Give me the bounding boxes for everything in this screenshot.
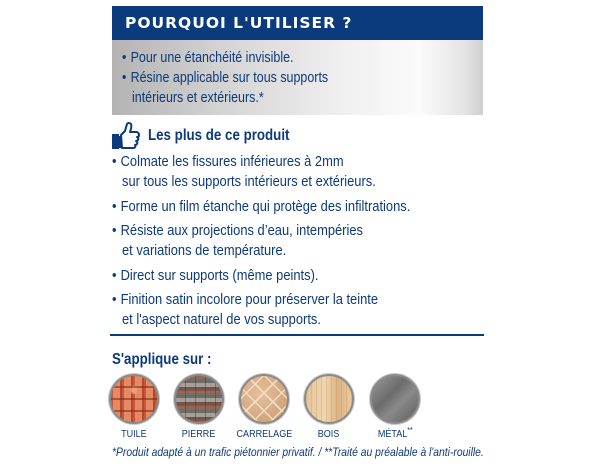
product-benefits-title: Les plus de ce produit	[148, 127, 290, 144]
benefit-text: Résiste aux projections d’eau, intempéries	[120, 222, 363, 239]
bullet: •	[112, 266, 117, 284]
benefit-item	[112, 290, 492, 330]
why-item-text: Résine applicable sur tous supports	[130, 70, 329, 86]
why-item-continuation	[122, 88, 483, 108]
why-use-box	[112, 40, 483, 115]
footnote-text: *Produit adapté à un trafic piétonnier privatif. / **Traité au préalable à l'anti-rouille.	[112, 445, 484, 459]
footnote	[112, 445, 544, 459]
tile-floor-image	[239, 374, 289, 424]
stone-wall-image	[174, 374, 224, 424]
surface-label: BOIS	[318, 428, 340, 440]
why-item	[122, 48, 483, 68]
why-use-title: POURQUOI L'UTILISER ?	[125, 14, 353, 32]
surface-tuile	[99, 374, 169, 440]
thumbs-up-icon	[112, 122, 140, 150]
surface-pierre	[164, 374, 234, 440]
benefit-text: et l'aspect naturel de vos supports.	[122, 311, 321, 328]
bullet: •	[112, 291, 117, 308]
surface-label: CARRELAGE	[236, 428, 292, 440]
benefit-text: et variations de température.	[122, 242, 287, 259]
product-benefits-list	[112, 152, 492, 335]
bullet: •	[112, 153, 117, 170]
benefit-text: Forme un film étanche qui protège des infiltrations.	[120, 197, 411, 215]
bullet: •	[112, 197, 117, 215]
bullet: •	[112, 222, 117, 239]
section-divider	[110, 334, 484, 336]
product-benefits-heading	[112, 122, 313, 150]
surface-label: MÉTAL	[377, 428, 408, 440]
benefit-text: sur tous les supports intérieurs et extérieurs.	[122, 173, 376, 190]
benefit-item	[112, 221, 492, 261]
benefit-item	[112, 152, 492, 192]
benefit-text: Finition satin incolore pour préserver la teinte	[120, 291, 379, 308]
applies-on-title: S'applique sur :	[112, 351, 212, 368]
benefit-text: Direct sur supports (même peints).	[120, 266, 319, 284]
benefit-item	[112, 266, 492, 286]
surface-list	[0, 374, 600, 444]
why-item-text: Pour une étanchéité invisible.	[130, 50, 294, 66]
bullet: •	[122, 70, 127, 86]
roof-tile-image	[109, 374, 159, 424]
surface-label: TUILE	[121, 428, 147, 440]
benefit-text: Colmate les fissures inférieures à 2mm	[120, 153, 344, 170]
why-item	[122, 68, 483, 88]
surface-carrelage	[229, 374, 299, 440]
wood-image	[304, 374, 354, 424]
surface-label: PIERRE	[182, 428, 216, 440]
surface-footnote-mark: **	[407, 426, 413, 435]
surface-metal	[360, 374, 430, 440]
metal-image	[370, 374, 420, 424]
why-use-header	[112, 6, 483, 40]
bullet: •	[122, 50, 127, 66]
surface-bois	[294, 374, 364, 440]
benefit-item	[112, 197, 492, 217]
why-item-text: intérieurs et extérieurs.*	[132, 90, 264, 106]
